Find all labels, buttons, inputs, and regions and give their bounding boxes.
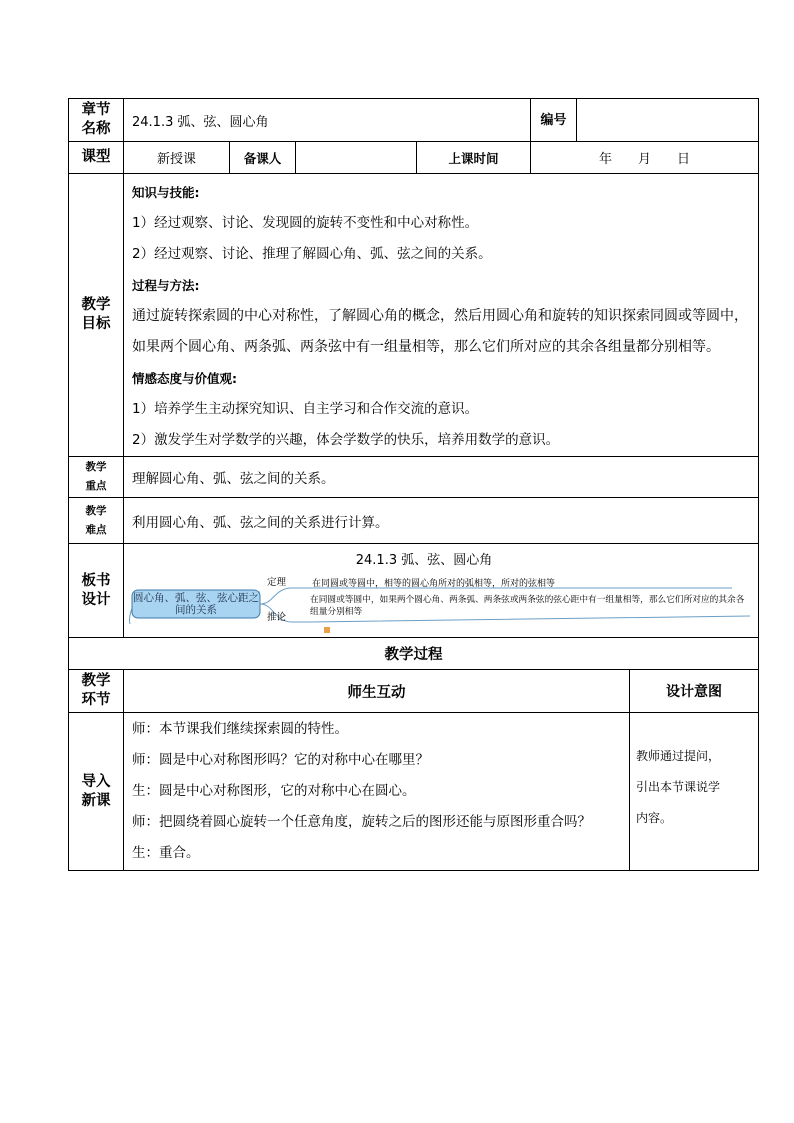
anchor-marker-icon	[324, 627, 330, 633]
goal-line: 1）培养学生主动探究知识、自主学习和合作交流的意识。	[132, 401, 479, 417]
difficulty-label: 教学难点	[69, 498, 124, 544]
difficulty-value: 利用圆心角、弧、弦之间的关系进行计算。	[124, 498, 759, 544]
intro-row	[69, 713, 759, 871]
goal-line: 通过旋转探索圆的中心对称性，了解圆心角的概念，然后用圆心角和旋转的知识探索同圆或等圆中，	[132, 308, 748, 324]
interaction-column-header: 师生互动	[124, 670, 630, 713]
process-title-row	[69, 638, 759, 670]
preparer-value	[296, 142, 417, 174]
board-label: 板书设计	[69, 544, 124, 638]
dialogue-line: 师：本节课我们继续探索圆的特性。	[132, 721, 348, 737]
key-point-label: 教学重点	[69, 457, 124, 498]
preparer-label: 备课人	[230, 142, 296, 174]
dialogue-line: 生：重合。	[132, 845, 200, 861]
number-value	[577, 99, 759, 142]
goal-line: 2）经过观察、讨论、推理了解圆心角、弧、弦之间的关系。	[132, 246, 492, 262]
branch1-label: 定理	[267, 577, 287, 588]
lesson-plan-sheet	[68, 98, 758, 871]
goal-line: 1）经过观察、讨论、发现圆的旋转不变性和中心对称性。	[132, 215, 479, 231]
lesson-plan-table	[68, 98, 759, 871]
chapter-row	[69, 99, 759, 142]
board-design	[124, 544, 759, 638]
goal-line: 2）激发学生对学数学的兴趣，体会学数学的快乐，培养用数学的意识。	[132, 432, 560, 448]
board-node: 圆心角、弧、弦、弦心距之间的关系	[133, 592, 259, 616]
intent-line: 内容。	[636, 811, 673, 825]
goal-heading-attitude: 情感态度与价值观:	[132, 371, 237, 386]
goals-label: 教学目标	[69, 174, 124, 457]
goal-heading-process: 过程与方法:	[132, 278, 200, 293]
time-label: 上课时间	[417, 142, 531, 174]
dialogue-line: 师：圆是中心对称图形吗？它的对称中心在哪里？	[132, 752, 429, 768]
intent-line: 教师通过提问，	[636, 749, 721, 763]
dialogue-line: 师：把圆绕着圆心旋转一个任意角度，旋转之后的图形还能与原图形重合吗？	[132, 814, 591, 830]
board-diagram	[124, 544, 758, 637]
chapter-value: 24.1.3 弧、弦、圆心角	[124, 99, 531, 142]
branch2-label: 推论	[267, 612, 287, 623]
type-value: 新授课	[124, 142, 230, 174]
dialogue-line: 生：圆是中心对称图形，它的对称中心在圆心。	[132, 783, 416, 799]
type-label: 课型	[69, 142, 124, 174]
goals-row	[69, 174, 759, 457]
date-value: 年 月 日	[531, 142, 759, 174]
intent-cell	[630, 713, 759, 871]
process-header-row	[69, 670, 759, 713]
dialogue-cell	[124, 713, 630, 871]
intent-line: 引出本节课说学	[636, 780, 721, 794]
type-row	[69, 142, 759, 174]
chapter-label: 章节名称	[69, 99, 124, 142]
board-title: 24.1.3 弧、弦、圆心角	[355, 553, 493, 568]
key-point-row	[69, 457, 759, 498]
goal-heading-knowledge: 知识与技能:	[132, 185, 200, 200]
goal-line: 如果两个圆心角、两条弧、两条弦中有一组量相等，那么它们所对应的其余各组量都分别相等。	[132, 339, 720, 355]
branch2-text: 在同圆或等圆中，如果两个圆心角、两条弧、两条弦或两条弦的弦心距中有一组量相等，那么它们所对应的其余各组量分别相等	[310, 595, 745, 617]
stage-intro: 导入新课	[69, 713, 124, 871]
goals-content	[124, 174, 759, 457]
difficulty-row	[69, 498, 759, 544]
number-label: 编号	[531, 99, 577, 142]
stage-column-header: 教学环节	[69, 670, 124, 713]
branch1-text: 在同圆或等圆中，相等的圆心角所对的弧相等，所对的弦相等	[312, 579, 556, 589]
intent-column-header: 设计意图	[630, 670, 759, 713]
board-row	[69, 544, 759, 638]
key-point-value: 理解圆心角、弧、弦之间的关系。	[124, 457, 759, 498]
process-title: 教学过程	[69, 638, 759, 670]
